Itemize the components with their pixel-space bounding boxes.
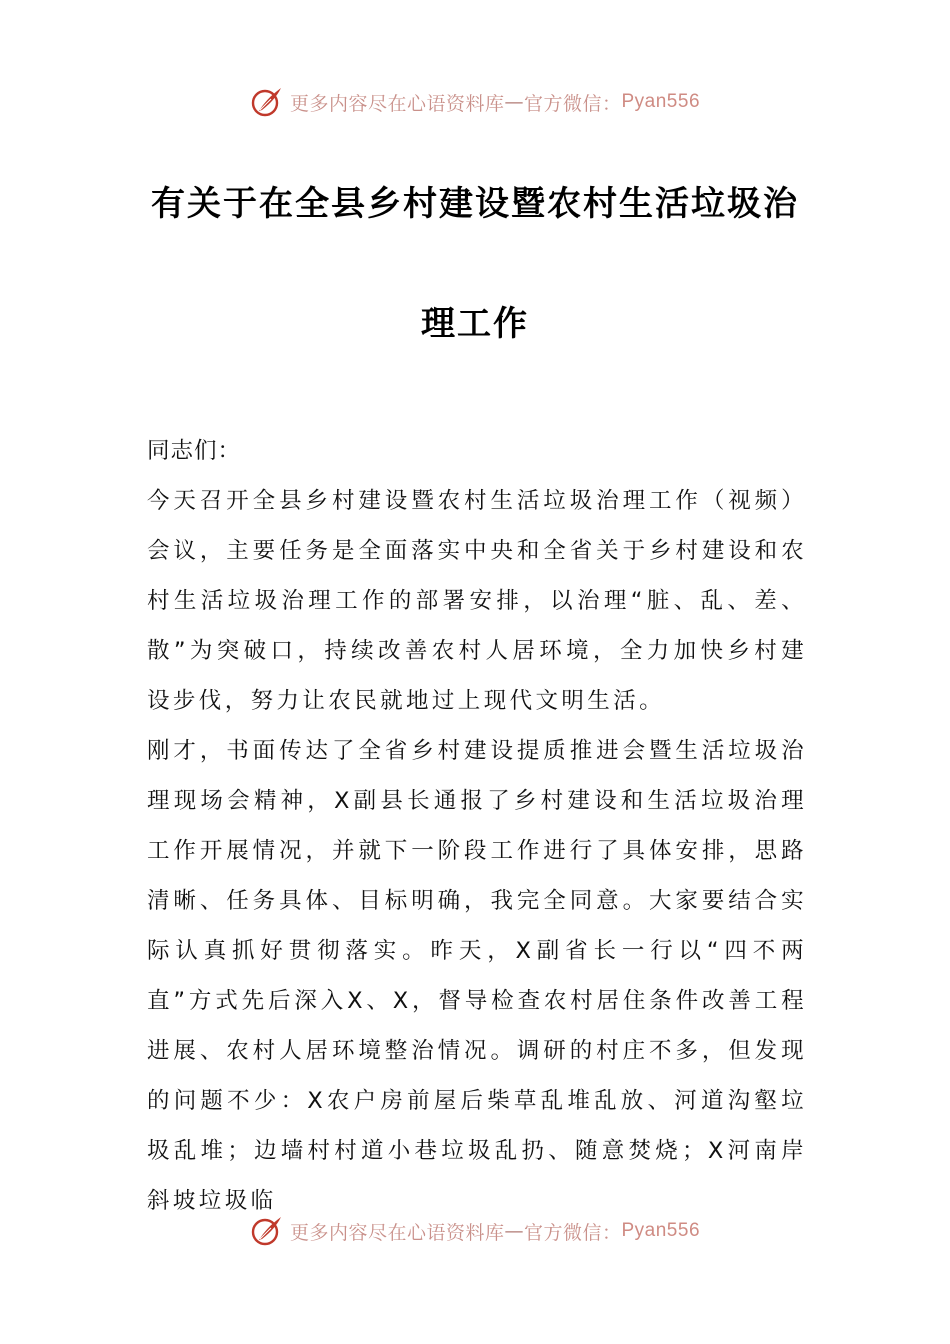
watermark-separator: — bbox=[504, 91, 524, 113]
salutation: 同志们： bbox=[147, 438, 242, 464]
quill-circle-icon bbox=[250, 1214, 284, 1248]
watermark-official-label: 官方微信： bbox=[523, 92, 622, 115]
header-watermark bbox=[0, 82, 950, 122]
paragraph-2: 刚才，书面传达了全省乡村建设提质推进会暨生活垃圾治理现场会精神，X副县长通报了乡村建设和生活垃圾治理工作开展情况，并就下一阶段工作进行了具体安排，思路清晰、任务具体、目标明确，我完全同意。大家要结合实际认真抓好贯彻落实。昨天，X副省长一行以“四不两直”方式先后深入X、X，督导检查农村居住条件改善工程进展、农村人居环境整治情况。调研的村庄不多，但发现的问题不少：X农户房前屋后柴草乱堆乱放、河道沟壑垃圾乱堆；边墙村村道小巷垃圾乱扔、随意焚烧；X河南岸斜坡垃圾临 bbox=[147, 738, 807, 1214]
paragraph-1: 今天召开全县乡村建设暨农村生活垃圾治理工作（视频）会议，主要任务是全面落实中央和全省关于乡村建设和农村生活垃圾治理工作的部署安排，以治理“脏、乱、差、散”为突破口，持续改善农村人居环境，全力加快乡村建设步伐，努力让农民就地过上现代文明生活。 bbox=[147, 488, 807, 714]
watermark-official-label: 官方微信： bbox=[523, 1221, 622, 1244]
document-body bbox=[147, 426, 807, 1226]
watermark-wechat-id: Pyan556 bbox=[621, 1220, 701, 1241]
document-title-line-1: 有关于在全县乡村建设暨农村生活垃圾治 bbox=[151, 184, 799, 224]
watermark-separator: — bbox=[504, 1220, 524, 1242]
document-title-line-2: 理工作 bbox=[421, 304, 529, 344]
watermark-text: 更多内容尽在心语资料库 bbox=[289, 92, 505, 115]
watermark-text: 更多内容尽在心语资料库 bbox=[289, 1221, 505, 1244]
quill-circle-icon bbox=[250, 85, 284, 119]
footer-watermark bbox=[0, 1211, 950, 1251]
watermark-wechat-id: Pyan556 bbox=[621, 91, 701, 112]
